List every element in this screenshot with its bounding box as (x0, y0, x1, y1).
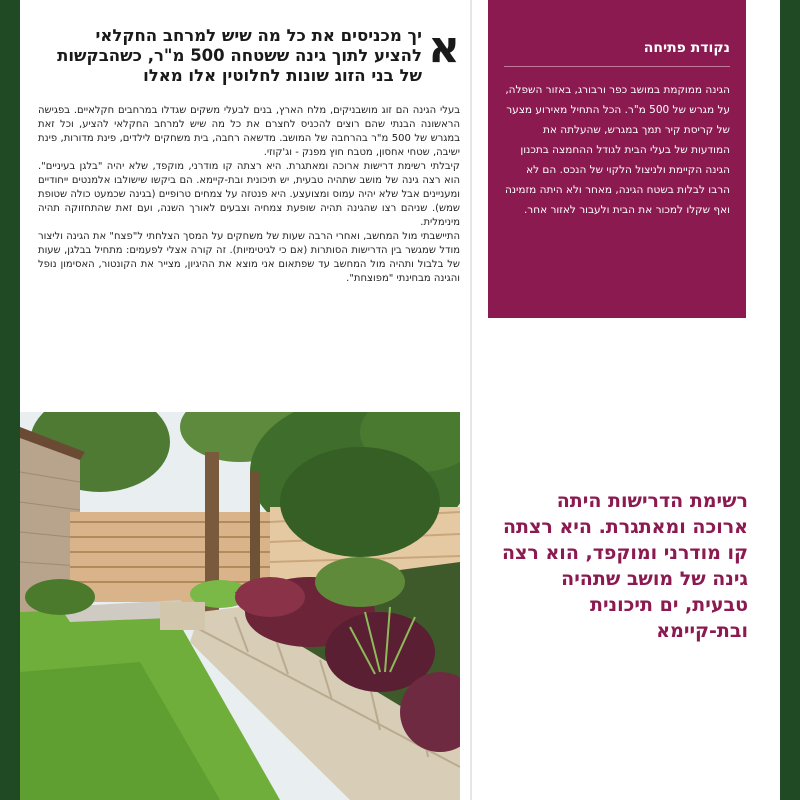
headline-line-2: להציע לתוך גינה ששטחה 500 מ"ר, כשהבקשות (57, 46, 422, 65)
body-paragraph: קיבלתי רשימת דרישות ארוכה ומאתגרת. היא רצתה קו מודרני, מוקפד, שלא יהיה "בלגן בעיניים". הוא רצה גינה של מושב שתהיה טבעית, יש תיכונית ובת-קיימא. הם ביקשו שישולבו אלמנטים ייחודיים ומעניינים אבל שלא יהיה עמוס ומצועצע. היא פנטזה על צמחים טרופיים (בגינה שכמעט כולה שטופת שמש). שניהם רצו שהגינה תהיה שופעת צמחיה וצבעים לאורך השנה, ועם זאת שהתחזוקה תהיה מינימלית. (38, 161, 460, 228)
sidebar-text: הגינה ממוקמת במושב כפר ורבורג, באזור השפלה, על מגרש של 500 מ"ר. הכל התחיל מאירוע מצער של קריסת קיר תמך במגרש, שהעלתה את המודעות של בעלי הבית לגודל ההחמצה בתכנון הגינה הקיימת ולניצול הלקוי של הנכס. הם לא הרבו לבלות בשטח הגינה, מאחר ולא היתה מזמינה ואף שקלו למכור את הבית ולעבור לאזור אחר. (504, 84, 730, 216)
sidebar-rule (504, 66, 730, 67)
sidebar-box (488, 0, 746, 318)
article-headline (40, 22, 460, 86)
column-divider (470, 0, 472, 800)
headline-line-1: יך מכניסים את כל מה שיש למרחב החקלאי (95, 26, 422, 45)
sidebar-title: נקודת פתיחה (643, 40, 730, 56)
body-paragraph: התיישבתי מול המחשב, ואחרי הרבה שעות של משחקים על המסך הצלחתי ל"פצח" את הגינה וליצור מודל שמגשר בין הדרישות הסותרות (אם כי לגיטימיות). זה קורה אצלי לפעמים: מתחיל בבלגן, שעות של בלבול ותהיה מול המחשב עד שפתאום אני מוצא את ההיגיון, מצייר את הקונטור, האסימון נופל והגינה מבחינתי "מפוצחת". (38, 231, 460, 284)
article-body (38, 104, 460, 286)
body-paragraph: בעלי הגינה הם זוג מושבניקים, מלח הארץ, בנים לבעלי משקים שגדלו במרחבים חקלאיים. בפגישה הראשונה הבנתי שהם רוצים להכניס לחצרם את כל מה שיש למרחב החקלאי להציע, וכל זאת במגרש של 500 מ"ר בהרחבה של המושב. מדשאה רחבה, בית משחקים לילדים, פינת מדורות, פינת ישיבה, שטחי אחסון, מטבח חוץ מפנק - וג'קוזי. (38, 105, 460, 158)
headline-line-3: של בני הזוג שונות לחלוטין אלו מאלו (143, 66, 422, 85)
garden-photo (20, 412, 460, 800)
pull-quote: רשימת הדרישות היתה ארוכה ומאתגרת. היא רצתה קו מודרני ומוקפד, הוא רצה גינה של מושב שתהיה טבעית, ים תיכונית ובת-קיימא (501, 490, 748, 642)
garden-photo-illustration (20, 412, 460, 800)
headline-dropcap: א (427, 22, 460, 73)
